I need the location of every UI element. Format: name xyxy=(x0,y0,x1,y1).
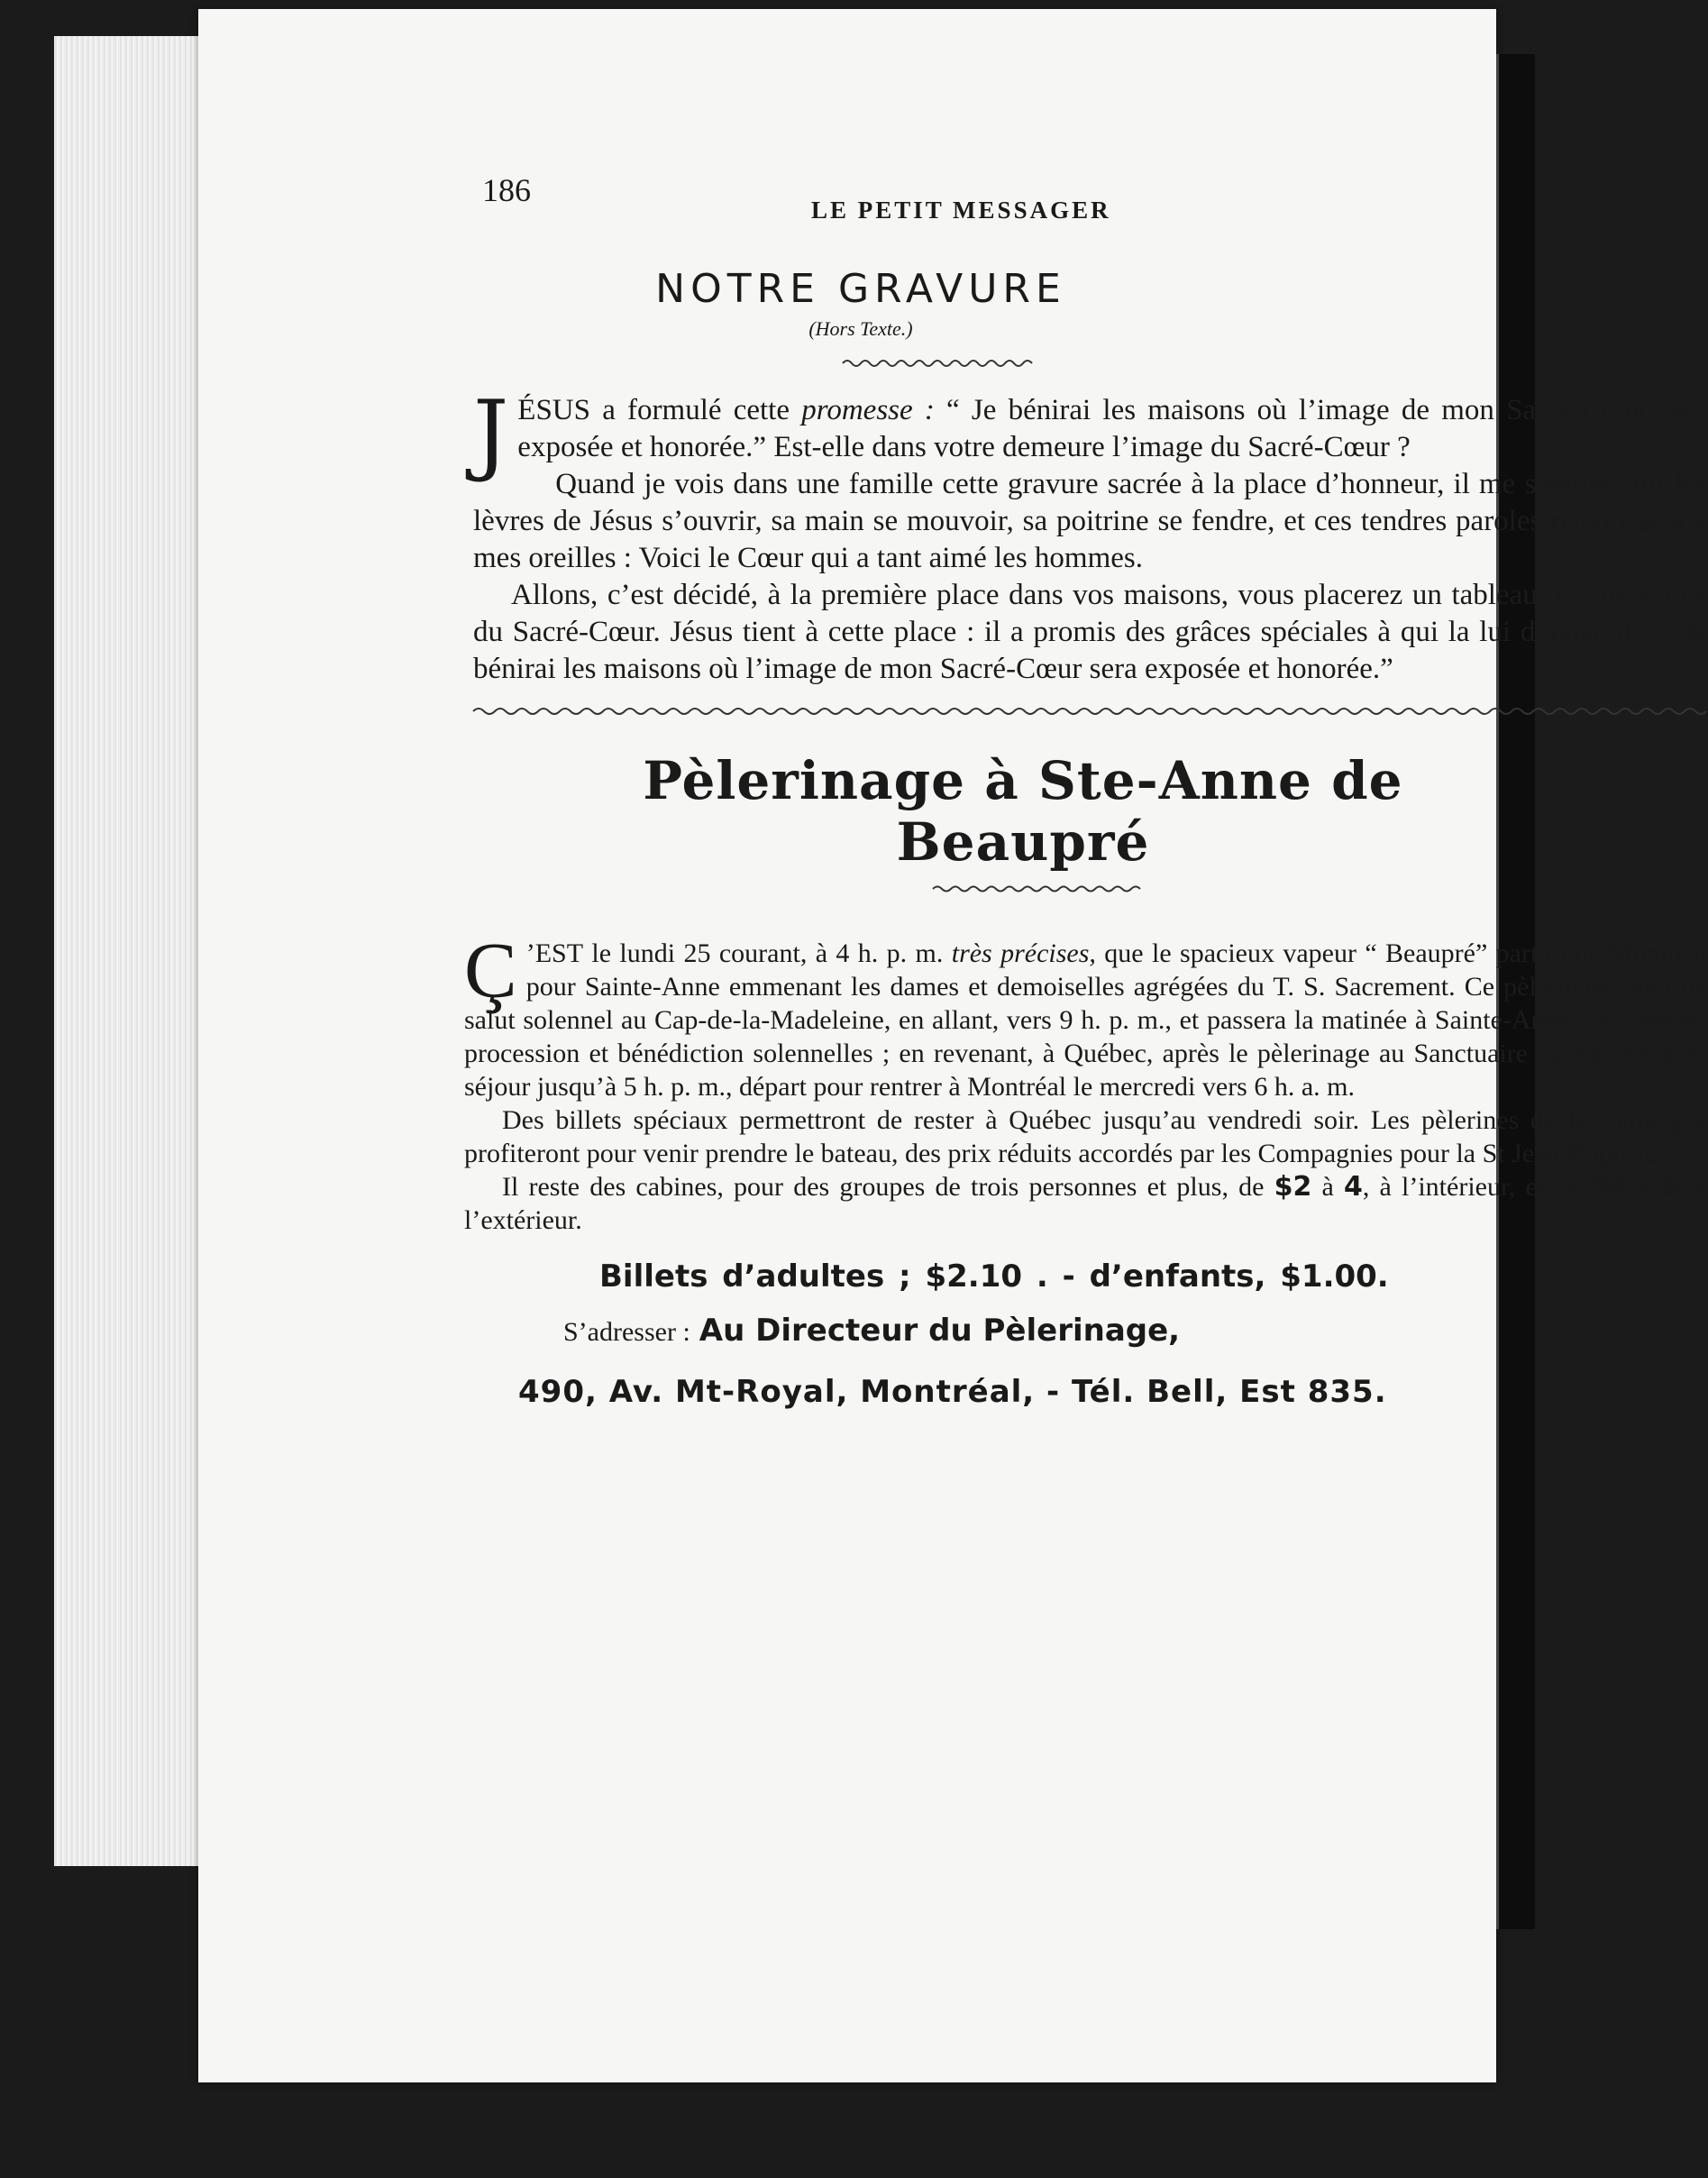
ornament-rule-wide xyxy=(473,704,1708,718)
text-run: , à l’intérieur, et de xyxy=(1362,1172,1591,1202)
price-value: $2 xyxy=(1274,1171,1312,1203)
pelerinage-paragraph xyxy=(464,928,1708,1103)
price-value: 6 xyxy=(1660,1171,1679,1203)
ornament-rule-small xyxy=(843,357,1032,370)
ticket-prices: Billets d’adultes ; $2.10 . - d’enfants, $1.00. xyxy=(599,1258,1389,1295)
text-run: Il reste des cabines, pour des groupes de trois personnes et plus, de xyxy=(502,1172,1274,1202)
contact-destination: Au Directeur du Pèlerinage, xyxy=(699,1313,1181,1349)
section-subtitle: (Hors Texte.) xyxy=(808,317,913,340)
gravure-text xyxy=(473,382,1708,688)
contact-line xyxy=(563,1313,1438,1349)
page-content xyxy=(275,171,1708,1410)
running-title: LE PETIT MESSAGER xyxy=(811,197,1111,224)
section-title-gravure: NOTRE GRAVURE xyxy=(655,266,1066,312)
drop-cap: Ç xyxy=(464,928,517,1015)
price-value: 4 xyxy=(1344,1171,1363,1203)
gravure-paragraph: Allons, c’est décidé, à la première place dans vos maisons, vous placerez un tableau ou une statue du Sacré-Cœur. Jésus tient à cette place : il a promis des grâces spéciales à qui la lui donnerait : “ Je bénirai les maisons où l’image de mon Sacré-Cœur sera exposée et honorée.” xyxy=(473,579,1708,685)
emphasis-text: très précises, xyxy=(951,938,1096,968)
postal-address: 490, Av. Mt-Royal, Montréal, - Tél. Bell, Est 835. xyxy=(518,1374,1387,1410)
text-run: a formulé cette xyxy=(590,394,802,426)
text-run: “ Je bénirai les maisons où l’image de mon Sacré-Cœur sera exposée et honorée.” Est-elle dans votre demeure l’image du Sacré-Cœur ? xyxy=(517,394,1708,463)
text-run: à xyxy=(1311,1172,1344,1202)
price-value: $4 xyxy=(1590,1171,1629,1203)
ornament-rule-mid xyxy=(933,883,1140,894)
section-title-pelerinage: Pèlerinage à Ste-Anne de Beaupré xyxy=(643,750,1403,873)
text-run: que le spacieux vapeur “ Beaupré” partira de Montréal pour Sainte-Anne emmenant les dames et demoiselles agrégées du T. S. Sacrement. Ce pèlerinage aura un salut solennel au Cap-de-la-Madeleine, en allant, vers 9 h. p. m., et passera la matinée à Sainte-Anne avec messe, procession et bénédiction solennelles ; en revenant, à Québec, après le pèlerinage au Sanctuaire du Sacré-Cœur, séjour jusqu’à 5 h. p. m., départ pour rentrer à Montréal le mercredi vers 6 h. a. m. xyxy=(464,938,1708,1102)
book-page-edges xyxy=(54,36,209,1866)
page-number: 186 xyxy=(482,172,531,208)
page-header xyxy=(275,171,1438,225)
emphasis-text: promesse : xyxy=(801,394,935,426)
smallcaps-word: ’EST xyxy=(525,938,584,968)
smallcaps-word: ÉSUS xyxy=(517,394,590,426)
contact-label: S’adresser : xyxy=(563,1317,690,1347)
drop-cap: J xyxy=(473,382,509,485)
text-run: le lundi 25 courant, à 4 h. p. m. xyxy=(583,938,952,968)
pelerinage-text xyxy=(464,928,1708,1237)
gravure-paragraph xyxy=(473,382,1708,485)
pelerinage-paragraph xyxy=(464,1170,1708,1237)
pelerinage-paragraph: Des billets spéciaux permettront de rester à Québec jusqu’au vendredi soir. Les pèlerines de la campagne profiteront pour venir prendre le bateau, des prix réduits accordés par les Compagnies pour la St Jean-Baptiste. xyxy=(464,1105,1708,1168)
text-run: , à l’extérieur. xyxy=(464,1172,1708,1235)
text-run: à xyxy=(1628,1172,1661,1202)
gravure-paragraph: Quand je vois dans une famille cette gravure sacrée à la place d’honneur, il me semble voir les lèvres de Jésus s’ouvrir, sa main se mouvoir, sa poitrine se fendre, et ces tendres paroles retentissent à mes oreilles : Voici le Cœur qui a tant aimé les hommes. xyxy=(473,468,1708,574)
